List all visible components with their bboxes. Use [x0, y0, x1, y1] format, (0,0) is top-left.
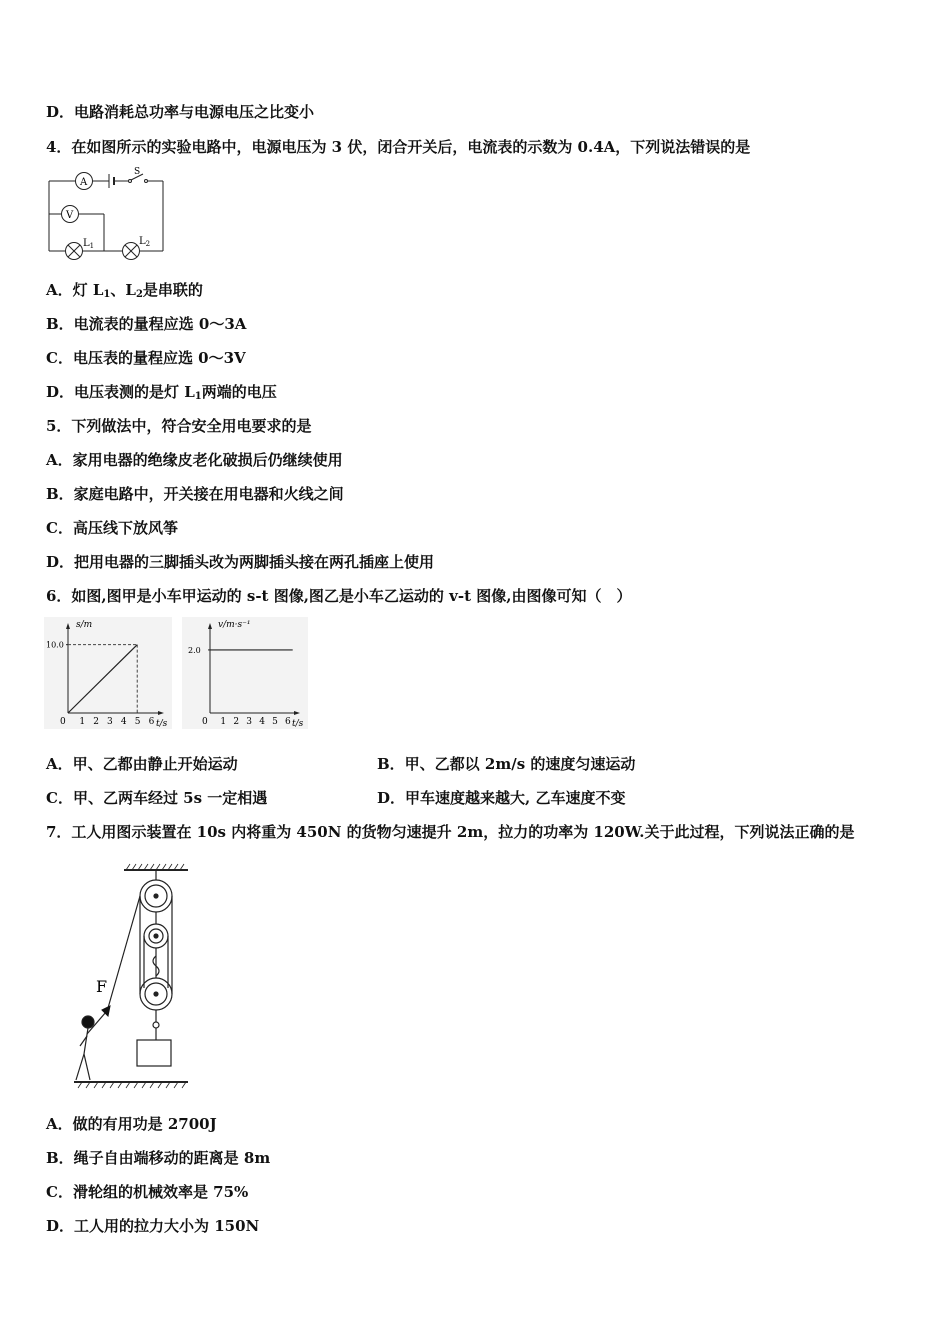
- q5-stem: 5．下列做法中，符合安全用电要求的是: [46, 417, 312, 435]
- x-tick-label: 2: [93, 717, 99, 727]
- y-axis-label: v/m·s⁻¹: [218, 620, 251, 630]
- y-tick-label: 2.0: [188, 645, 201, 655]
- q6-option-c: C．甲、乙两车经过 5s 一定相遇: [46, 789, 268, 807]
- q7-stem: 7．工人用图示装置在 10s 内将重为 450N 的货物匀速提升 2m，拉力的功率为 120W.关于此过程，下列说法正确的是: [46, 823, 855, 841]
- x-tick-label: 5: [134, 717, 141, 727]
- x-tick-label: 5: [272, 717, 278, 727]
- x-tick-label: 2: [233, 717, 240, 727]
- ammeter-label: A: [80, 177, 88, 188]
- q7-option-c: C．滑轮组的机械效率是 75%: [46, 1183, 249, 1201]
- q6-option-a: A．甲、乙都由静止开始运动: [46, 755, 238, 773]
- y-axis-label: s/m: [76, 620, 93, 630]
- switch-label: S: [134, 167, 141, 177]
- x-tick-label: 1: [220, 717, 227, 727]
- y-tick-label: 10.0: [46, 640, 64, 650]
- q6-option-d: D．甲车速度越来越大, 乙车速度不变: [377, 789, 626, 807]
- q7-option-a: A．做的有用功是 2700J: [46, 1115, 217, 1133]
- x-tick-label: 4: [120, 717, 127, 727]
- lamp1-label: $L_1$: [83, 238, 95, 250]
- q6-stem: 6．如图,图甲是小车甲运动的 s-t 图像,图乙是小车乙运动的 v-t 图像,由图像可知（ ）: [46, 587, 632, 605]
- chart-background: [182, 617, 308, 729]
- q4-stem: 4．在如图所示的实验电路中，电源电压为 3 伏，闭合开关后，电流表的示数为 0.4A，下列说法错误的是: [46, 138, 751, 156]
- x-tick-label: 6: [148, 717, 155, 727]
- x-axis-label: t/s: [292, 719, 304, 729]
- q6-st-chart: [44, 617, 172, 729]
- q7-pulley-diagram: [70, 860, 192, 1090]
- q4-option-a: A．灯 $L_1$、$L_2$是串联的: [46, 281, 203, 300]
- x-tick-label: 0: [202, 717, 208, 727]
- x-tick-label: 4: [259, 717, 265, 727]
- voltmeter-label: V: [66, 210, 74, 221]
- lamp2-label: $L_2$: [139, 236, 151, 248]
- q6-option-b: B．甲、乙都以 2m/s 的速度匀速运动: [377, 755, 636, 773]
- x-axis-label: t/s: [156, 719, 168, 729]
- force-label: F: [96, 977, 108, 996]
- x-tick-label: 1: [79, 717, 86, 727]
- x-tick-label: 3: [107, 717, 113, 727]
- q4-option-d: D．电压表测的是灯 $L_1$两端的电压: [46, 383, 277, 402]
- q7-option-b: B．绳子自由端移动的距离是 8m: [46, 1149, 271, 1167]
- x-tick-label: 0: [60, 717, 66, 727]
- x-tick-label: 3: [246, 717, 253, 727]
- q5-option-c: C．高压线下放风筝: [46, 519, 178, 537]
- x-tick-label: 6: [285, 717, 291, 727]
- q5-option-a: A．家用电器的绝缘皮老化破损后仍继续使用: [46, 451, 343, 469]
- q5-option-b: B．家庭电路中，开关接在用电器和火线之间: [46, 485, 344, 503]
- q6-vt-chart: [182, 617, 308, 729]
- q3-option-d: D．电路消耗总功率与电源电压之比变小: [46, 103, 315, 121]
- q4-option-c: C．电压表的量程应选 0～3V: [46, 349, 246, 367]
- q5-option-d: D．把用电器的三脚插头改为两脚插头接在两孔插座上使用: [46, 553, 435, 571]
- q4-option-b: B．电流表的量程应选 0～3A: [46, 315, 247, 333]
- q4-circuit-diagram: [40, 166, 175, 264]
- q7-option-d: D．工人用的拉力大小为 150N: [46, 1217, 260, 1235]
